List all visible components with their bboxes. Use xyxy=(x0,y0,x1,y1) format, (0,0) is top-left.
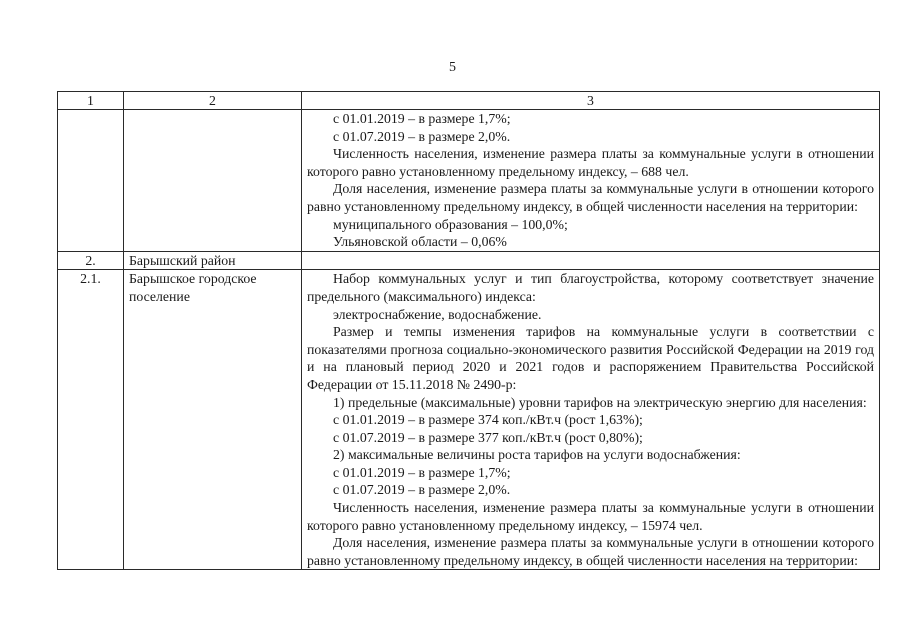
paragraph: Доля населения, изменение размера платы за коммунальные услуги в отношении которого равно установленному предельному индексу, в общей численности населения на территории: xyxy=(307,181,874,214)
table-row xyxy=(58,110,880,252)
paragraph: 2) максимальные величины роста тарифов на услуги водоснабжения: xyxy=(333,447,741,463)
paragraph: с 01.01.2019 – в размере 1,7%; xyxy=(333,464,511,480)
description-cell xyxy=(302,270,880,570)
tariff-table xyxy=(57,91,880,570)
description-cell xyxy=(302,251,880,270)
paragraph: с 01.07.2019 – в размере 2,0%. xyxy=(333,128,511,144)
paragraph: Численность населения, изменение размера платы за коммунальные услуги в отношении которого равно установленному предельному индексу, – 688 чел. xyxy=(307,146,874,179)
paragraph: 1) предельные (максимальные) уровни тарифов на электрическую энергию для населения: xyxy=(333,394,867,410)
paragraph: с 01.01.2019 – в размере 374 коп./кВт.ч (рост 1,63%); xyxy=(333,412,643,428)
paragraph: с 01.07.2019 – в размере 377 коп./кВт.ч (рост 0,80%); xyxy=(333,429,643,445)
column-header-1: 1 xyxy=(58,92,124,110)
paragraph: с 01.01.2019 – в размере 1,7%; xyxy=(333,111,511,126)
paragraph: с 01.07.2019 – в размере 2,0%. xyxy=(333,482,511,498)
column-header-3: 3 xyxy=(302,92,880,110)
description-cell xyxy=(302,110,880,252)
column-header-2: 2 xyxy=(124,92,302,110)
row-number-cell xyxy=(58,110,124,252)
paragraph: электроснабжение, водоснабжение. xyxy=(333,306,542,322)
paragraph: Набор коммунальных услуг и тип благоустройства, которому соответствует значение предельного (максимального) индекса: xyxy=(307,271,874,304)
paragraph: Размер и темпы изменения тарифов на коммунальные услуги в соответствии с показателями прогноза социально-экономического развития Российской Федерации на 2019 год и на плановый период 2020 и 2021 годов и распоряжением Правительства Российской Федерации от 15.11.2018 № 2490-р: xyxy=(307,324,874,392)
paragraph: Доля населения, изменение размера платы за коммунальные услуги в отношении которого равно установленному предельному индексу, в общей численности населения на территории: xyxy=(307,535,874,568)
municipality-cell: Барышское городское поселение xyxy=(124,270,302,570)
paragraph: Численность населения, изменение размера платы за коммунальные услуги в отношении которого равно установленному предельному индексу, – 15974 чел. xyxy=(307,500,874,533)
table-row xyxy=(58,270,880,570)
municipality-cell xyxy=(124,110,302,252)
row-number-cell: 2. xyxy=(58,251,124,270)
paragraph: Ульяновской области – 0,06% xyxy=(333,234,507,250)
table-header-row xyxy=(58,92,880,110)
row-number-cell: 2.1. xyxy=(58,270,124,570)
paragraph: муниципального образования – 100,0%; xyxy=(333,216,568,232)
table-row xyxy=(58,251,880,270)
municipality-cell: Барышский район xyxy=(124,251,302,270)
page-number: 5 xyxy=(449,60,456,75)
